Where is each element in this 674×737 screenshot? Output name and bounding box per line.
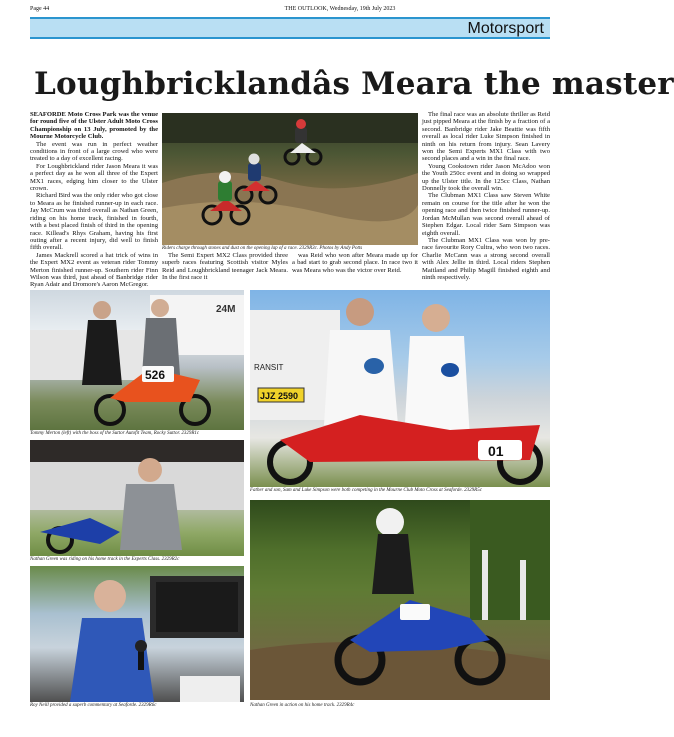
body-paragraph: The Semi Expert MX2 Class provided three superb races featuring Scottish visitor Myles Reid and Loughbrickland teenager Jack Meara. In the first race it	[162, 252, 288, 282]
body-paragraph: Young Cookstown rider Jason McAdoo won the Youth 250cc event and in doing so wrapped up the Ulster title. In the 125cc Class, Nathan Donnelly took the overall win.	[422, 162, 550, 193]
van-sign-text: RANSIT	[254, 363, 284, 372]
father-son-caption: Father and son, Sam and Luke Simpson were both competing in the Mourne Club Moto Cross at Seaforde. 2329R5c	[250, 488, 482, 493]
van-brand-text: 24M	[216, 304, 236, 315]
section-label: Motorsport	[467, 20, 544, 37]
tommy-merton-photo	[30, 290, 244, 430]
body-paragraph: For Loughbrickland rider Jason Meara it was a perfect day as he won all three of the Expert MX1 races, edging him closer to the Ulster crown.	[30, 162, 158, 193]
lead-paragraph: SEAFORDE Moto Cross Park was the venue for round five of the Ulster Adult Moto Cross Championship on 13 July, promoted by the Mourne Motorcycle Club.	[30, 111, 158, 141]
article-column-1	[30, 111, 158, 289]
roy-caption: Roy Neill provided a superb commentary at Seaforde. 2329R6c	[30, 703, 157, 708]
main-race-photo	[162, 113, 418, 245]
body-paragraph: Richard Bird was the only rider who got close to Meara as he finished runner-up in each race. Jay McCrum was third overall as Nathan Green, riding on his home track, finished in fourth, with a best placed finish of third in the opening race. Killead's Rhys Graham, having his first outing after a recent injury, did well to finish fifth overall.	[30, 192, 158, 252]
section-header	[30, 17, 550, 39]
body-paragraph: The Clubman MX1 Class was won by pre-race favourite Rory Cultra, who won two races. Charlie McCann was a strong second overall with Alex Jellie in third. Local riders Stephen Maitland and Philip Magill finished eighth and ninth respectively.	[422, 236, 550, 281]
folio	[30, 6, 550, 12]
article-column-3	[292, 252, 418, 274]
race-plate-number: 01	[488, 443, 504, 459]
nathan-green-action-photo	[250, 500, 550, 700]
body-paragraph: The final race was an absolute thriller as Reid just pipped Meara at the finish by a fraction of a second. Banbridge rider Jake Beattie was fifth overall as local rider Luke Simpson finished in ninth on his return from injury. Sean Lavery won the Semi Experts MX1 Class with two second places and a win in the final race.	[422, 111, 550, 163]
body-paragraph: was Reid who won after Meara made up for a bad start to grab second place. In race two it was Meara who was the victor over Reid.	[292, 252, 418, 274]
roy-neill-photo	[30, 566, 244, 702]
article-column-4	[422, 111, 550, 281]
article-headline: Loughbricklandâs Meara the master	[34, 66, 674, 102]
race-plate-number: 526	[145, 368, 166, 382]
tommy-photo-caption: Tommy Merton (left) with the boss of the Suttor Autofit Team, Rocky Suttor. 2329R1c	[30, 431, 200, 436]
body-paragraph: James Mackrell scored a hat trick of wins in the Expert MX2 event as veteran rider Tommy Merton finished runner-up. Southern rider Finn Wilson was third, just ahead of Banbridge rider Ryan Adair and Dromore's Aaron McGregor.	[30, 251, 158, 289]
nathan-home-caption: Nathan Green was riding on his home track in the Experts Class. 2329R2c	[30, 557, 180, 562]
nathan-action-caption: Nathan Green in action on his home track. 2329R4c	[250, 703, 355, 708]
body-paragraph: The event was run in perfect weather conditions in front of a large crowd who were treated to a day of excellent racing.	[30, 140, 158, 163]
publication-date: THE OUTLOOK, Wednesday, 19th July 2023	[284, 6, 396, 12]
body-paragraph: The Clubman MX1 Class saw Steven White remain on course for the title after he won the opening race and then twice finished runner-up. Jordan McMullan was second overall ahead of Stephen Edgar. Local rider Sam Simpson was eighth overall.	[422, 192, 550, 237]
article-column-2	[162, 252, 288, 282]
nathan-green-portrait-photo	[30, 440, 244, 556]
van-registration: JJZ 2590	[260, 391, 299, 401]
father-son-photo	[250, 290, 550, 487]
page-number: Page 44	[30, 6, 50, 12]
main-photo-caption: Riders charge through stones and dust on the opening lap of a race. 2329R3c. Photos by Andy Potts	[162, 246, 363, 251]
